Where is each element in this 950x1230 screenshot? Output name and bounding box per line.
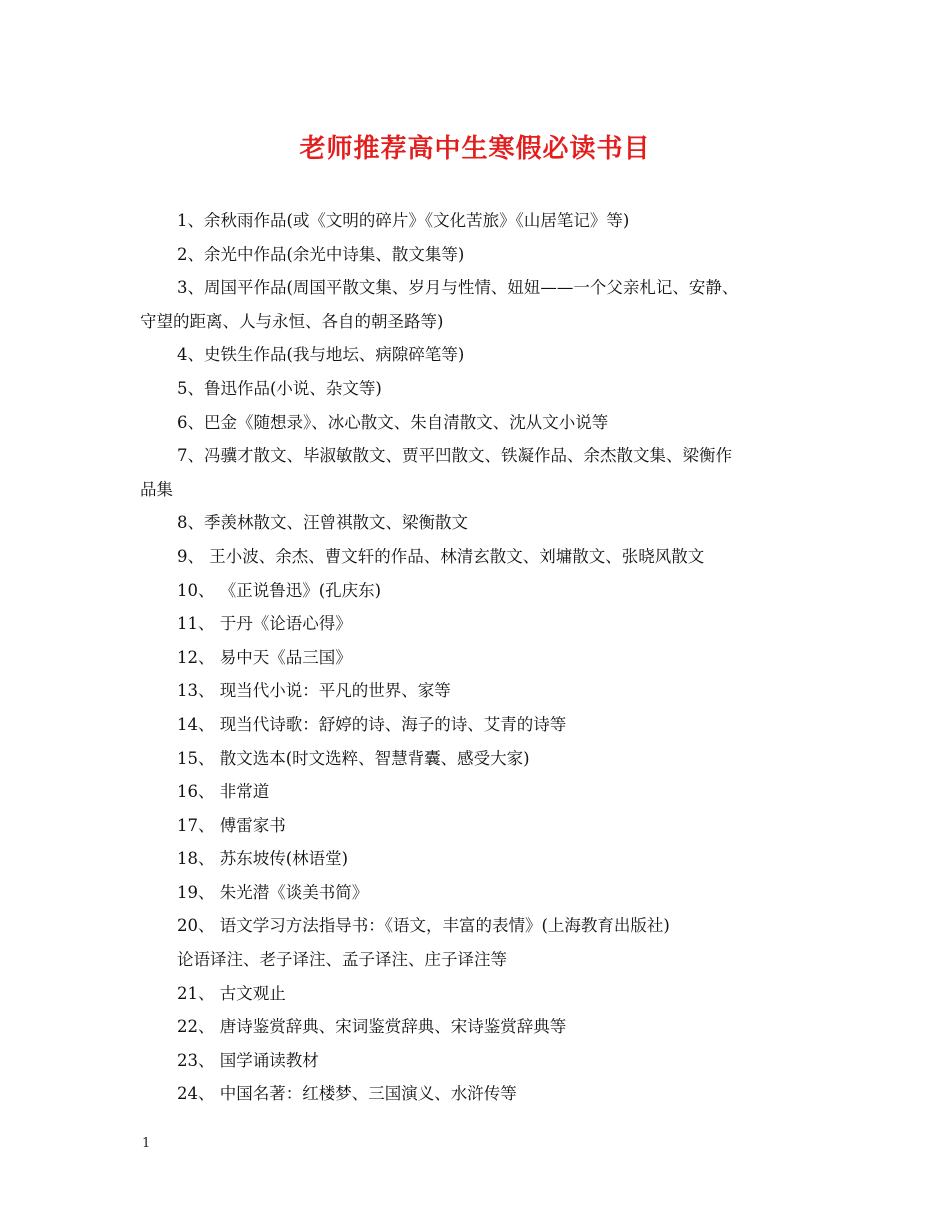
list-item: 12、 易中天《品三国》 <box>177 647 352 667</box>
list-item: 8、季羡林散文、汪曾祺散文、梁衡散文 <box>177 513 468 533</box>
list-item: 论语译注、老子译注、孟子译注、庄子译注等 <box>177 950 507 970</box>
list-item: 7、冯骥才散文、毕淑敏散文、贾平凹散文、铁凝作品、余杰散文集、梁衡作 <box>177 446 732 466</box>
page-number: 1 <box>142 1136 151 1151</box>
list-item: 16、 非常道 <box>177 782 270 802</box>
list-item: 15、 散文选本(时文选粹、智慧背囊、感受大家) <box>177 748 530 768</box>
list-item: 13、 现当代小说：平凡的世界、家等 <box>177 681 451 701</box>
list-item: 20、 语文学习方法指导书：《语文，丰富的表情》(上海教育出版社) <box>177 916 670 936</box>
list-item: 18、 苏东坡传(林语堂) <box>177 849 349 869</box>
list-item: 19、 朱光潜《谈美书简》 <box>177 882 369 902</box>
list-item: 23、 国学诵读教材 <box>177 1050 319 1070</box>
list-item: 17、 傅雷家书 <box>177 815 286 835</box>
list-item: 24、 中国名著：红楼梦、三国演义、水浒传等 <box>177 1084 517 1104</box>
list-item: 3、周国平作品(周国平散文集、岁月与性情、妞妞——一个父亲札记、安静、 <box>177 278 739 298</box>
book-list <box>140 204 810 1111</box>
list-item: 21、 古文观止 <box>177 983 286 1003</box>
list-item: 14、 现当代诗歌：舒婷的诗、海子的诗、艾青的诗等 <box>177 714 567 734</box>
list-item: 1、余秋雨作品(或《文明的碎片》《文化苦旅》《山居笔记》等) <box>177 211 630 230</box>
list-item: 2、余光中作品(余光中诗集、散文集等) <box>177 244 465 264</box>
document-title: 老师推荐高中生寒假必读书目 <box>299 134 651 164</box>
list-item: 11、 于丹《论语心得》 <box>177 614 352 634</box>
list-item: 守望的距离、人与永恒、各自的朝圣路等) <box>140 311 444 331</box>
list-item: 5、鲁迅作品(小说、杂文等) <box>177 378 382 398</box>
list-item: 22、 唐诗鉴赏辞典、宋词鉴赏辞典、宋诗鉴赏辞典等 <box>177 1017 567 1037</box>
list-item: 10、 《正说鲁迅》(孔庆东) <box>177 580 382 600</box>
list-item: 4、史铁生作品(我与地坛、病隙碎笔等) <box>177 345 465 365</box>
list-item: 6、巴金《随想录》、冰心散文、朱自清散文、沈从文小说等 <box>177 412 609 432</box>
list-item: 品集 <box>140 479 173 499</box>
list-item: 9、 王小波、余杰、曹文轩的作品、林清玄散文、刘墉散文、张晓风散文 <box>177 546 705 566</box>
